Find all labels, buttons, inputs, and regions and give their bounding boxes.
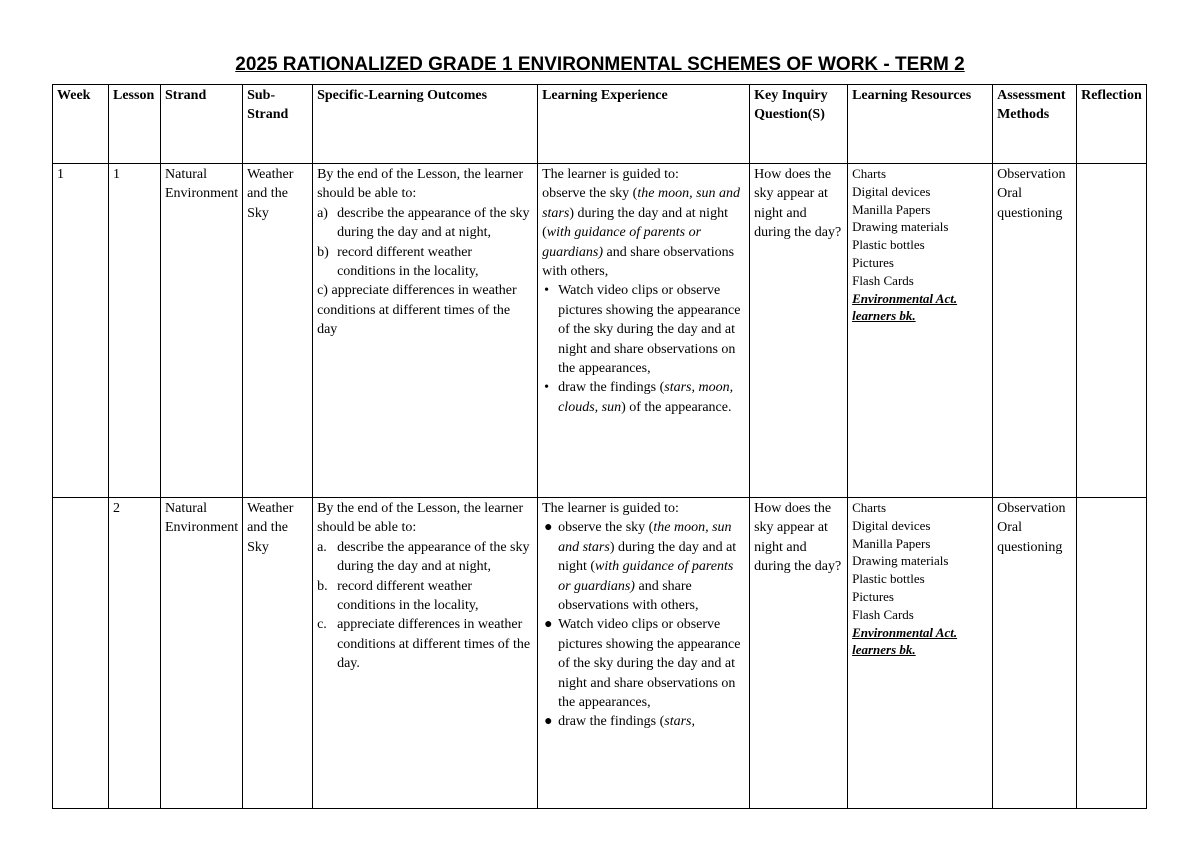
resource-item: Drawing materials [852, 219, 949, 235]
bullet-icon: ● [544, 617, 553, 633]
cell-sub-strand: Weather and the Sky [243, 498, 313, 809]
cell-reflection [1077, 164, 1147, 498]
cell-strand: Natural Environment [161, 498, 243, 809]
cell-reflection [1077, 498, 1147, 809]
list-item: c) appreciate differences in weather conditions at different times of the day [317, 283, 517, 338]
cell-outcomes [313, 498, 538, 809]
bullet-icon: ● [544, 714, 553, 730]
outcomes-list [317, 204, 533, 340]
assessment-item: Observation [997, 501, 1066, 516]
cell-lesson: 1 [109, 164, 161, 498]
cell-resources [848, 164, 993, 498]
header-assessment: Assessment Methods [993, 85, 1077, 164]
assessment-item: Observation [997, 167, 1066, 182]
table-row [53, 498, 1147, 809]
list-item: ● draw the findings (stars, [542, 712, 745, 731]
list-item: b) record different weather conditions in the locality, [317, 244, 479, 280]
list-item: ● Watch video clips or observe pictures showing the appearance of the sky during the day and at night and share observations on the appearances, [544, 617, 741, 711]
list-item: • Watch video clips or observe pictures showing the appearance of the sky during the day and at night and share observations on the appearances, [544, 283, 741, 377]
cell-week [53, 498, 109, 809]
experience-intro: The learner is guided to: [542, 167, 679, 182]
resource-book: Environmental Act. learners bk. [852, 624, 958, 658]
header-sub-strand: Sub-Strand [243, 85, 313, 164]
resource-item: Charts [852, 500, 887, 515]
resource-item: Charts [852, 166, 887, 181]
bullet-icon: • [544, 283, 549, 299]
resource-item: Drawing materials [852, 553, 949, 569]
header-lesson: Lesson [109, 85, 161, 164]
cell-experience [538, 164, 750, 498]
cell-assessment [993, 498, 1077, 809]
cell-lesson: 2 [109, 498, 161, 809]
resource-item: Manilla Papers [852, 535, 931, 551]
list-item: ● observe the sky (the moon, sun and stars) during the day and at night (with guidance of parents or guardians) and share observations with others, [544, 520, 737, 614]
outcomes-list [317, 538, 533, 674]
experience-intro: The learner is guided to: [542, 501, 679, 516]
assessment-item: Oral questioning [997, 520, 1063, 555]
cell-outcomes [313, 164, 538, 498]
experience-list [542, 281, 745, 417]
experience-observe: observe the sky (the moon, sun and stars) during the day and at night (with guidance of parents or guardians) and share observations with others, [542, 186, 741, 280]
header-resources: Learning Resources [848, 85, 993, 164]
outcomes-intro: By the end of the Lesson, the learner should be able to: [317, 167, 524, 202]
resource-item: Plastic bottles [852, 571, 925, 587]
list-item: c. appreciate differences in weather conditions at different times of the day. [317, 617, 531, 672]
list-item: a. describe the appearance of the sky during the day and at night, [317, 539, 530, 575]
outcomes-intro: By the end of the Lesson, the learner should be able to: [317, 501, 524, 536]
header-inquiry: Key Inquiry Question(S) [750, 85, 848, 164]
resource-item: Pictures [852, 254, 894, 270]
cell-assessment [993, 164, 1077, 498]
assessment-item: Oral questioning [997, 186, 1063, 221]
cell-strand: Natural Environment [161, 164, 243, 498]
page-title: 2025 RATIONALIZED GRADE 1 ENVIRONMENTAL SCHEMES OF WORK - TERM 2 [235, 54, 965, 75]
header-row [53, 85, 1147, 164]
resource-item: Digital devices [852, 183, 931, 199]
cell-experience [538, 498, 750, 809]
cell-inquiry: How does the sky appear at night and during the day? [750, 164, 848, 498]
schemes-of-work-table [52, 84, 1147, 809]
cell-inquiry: How does the sky appear at night and during the day? [750, 498, 848, 809]
resource-item: Pictures [852, 588, 894, 604]
header-reflection: Reflection [1077, 85, 1147, 164]
resource-item: Flash Cards [852, 606, 914, 622]
bullet-icon: • [544, 380, 549, 396]
cell-sub-strand: Weather and the Sky [243, 164, 313, 498]
resource-item: Plastic bottles [852, 237, 925, 253]
resource-item: Digital devices [852, 517, 931, 533]
list-item: a) describe the appearance of the sky during the day and at night, [317, 205, 530, 241]
resource-book: Environmental Act. learners bk. [852, 290, 958, 324]
bullet-icon: ● [544, 520, 553, 536]
cell-week: 1 [53, 164, 109, 498]
header-week: Week [53, 85, 109, 164]
header-experience: Learning Experience [538, 85, 750, 164]
header-strand: Strand [161, 85, 243, 164]
resource-item: Manilla Papers [852, 201, 931, 217]
list-item: b. record different weather conditions in the locality, [317, 578, 479, 614]
table-row [53, 164, 1147, 498]
resource-item: Flash Cards [852, 272, 914, 288]
cell-resources [848, 498, 993, 809]
experience-list [542, 518, 745, 731]
list-item: • draw the findings (stars, moon, clouds, sun) of the appearance. [544, 380, 734, 415]
header-outcomes: Specific-Learning Outcomes [313, 85, 538, 164]
